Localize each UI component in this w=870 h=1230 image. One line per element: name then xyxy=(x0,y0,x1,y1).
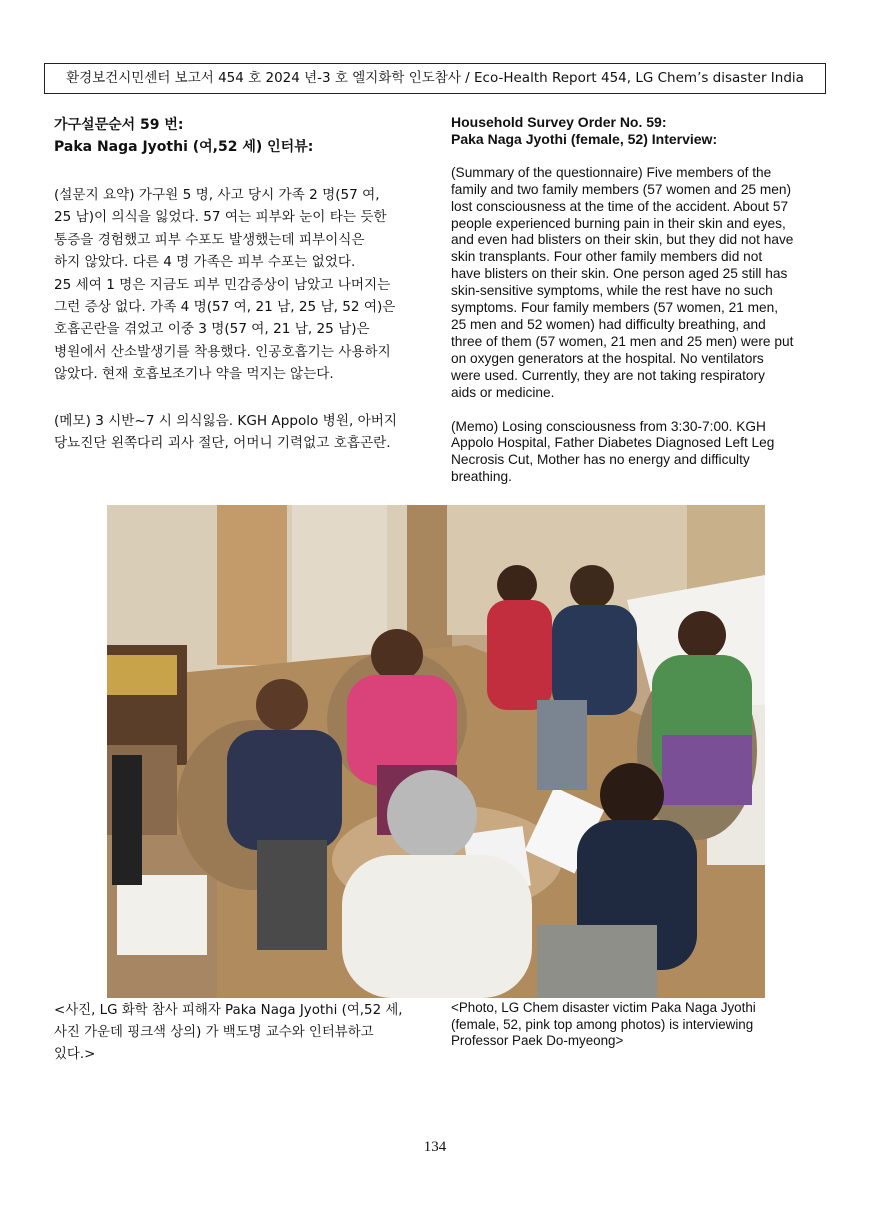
english-summary-line: skin transplants. Four other family members did not xyxy=(451,249,763,265)
korean-column xyxy=(54,114,432,454)
korean-title-line-2: Paka Naga Jyothi (여,52 세) 인터뷰: xyxy=(54,139,314,155)
english-title-line-1: Household Survey Order No. 59: xyxy=(451,114,667,130)
report-header xyxy=(44,63,826,94)
english-caption-line: Professor Paek Do-myeong> xyxy=(451,1033,624,1048)
english-summary-line: people experienced burning pain in their skin and eyes, xyxy=(451,215,786,231)
english-summary-line: have blisters on their skin. One person aged 25 still has xyxy=(451,266,788,282)
english-caption-line: (female, 52, pink top among photos) is interviewing xyxy=(451,1016,754,1032)
korean-summary-line: 병원에서 산소발생기를 착용했다. 인공호흡기는 사용하지 xyxy=(54,343,391,360)
korean-summary-line: 하지 않았다. 다른 4 명 가족은 피부 수포는 없었다. xyxy=(54,254,356,271)
english-memo-line: Appolo Hospital, Father Diabetes Diagnosed Left Leg xyxy=(451,435,775,451)
korean-memo-line: (메모) 3 시반~7 시 의식잃음. KGH Appolo 병원, 아버지 xyxy=(54,412,397,429)
english-summary-line: on oxygen generators at the hospital. No ventilators xyxy=(451,350,764,366)
english-summary-line: aids or medicine. xyxy=(451,384,555,400)
korean-photo-caption xyxy=(54,1000,434,1066)
english-memo-line: Necrosis Cut, Mother has no energy and difficulty xyxy=(451,452,750,468)
interview-photo xyxy=(107,505,765,998)
korean-caption-line: 있다.> xyxy=(54,1047,96,1062)
english-caption-line: <Photo, LG Chem disaster victim Paka Naga Jyothi xyxy=(451,1000,756,1015)
korean-caption-line: 사진 가운데 핑크색 상의) 가 백도명 교수와 인터뷰하고 xyxy=(54,1025,374,1040)
english-summary xyxy=(451,165,825,402)
english-summary-line: lost consciousness at the time of the accident. About 57 xyxy=(451,198,789,214)
english-title-line-2: Paka Naga Jyothi (female, 52) Interview: xyxy=(451,130,718,147)
english-column xyxy=(451,114,825,486)
english-memo-line: (Memo) Losing consciousness from 3:30-7:00. KGH xyxy=(451,418,766,434)
korean-summary-line: 25 세여 1 명은 지금도 피부 민감증상이 남았고 나머지는 xyxy=(54,276,391,293)
korean-summary-line: 25 남)이 의식을 잃었다. 57 여는 피부와 눈이 타는 듯한 xyxy=(54,209,387,226)
english-summary-line: three of them (57 women, 21 men and 25 men) were put xyxy=(451,333,794,349)
english-summary-line: and even had blisters on their skin, but they did not have xyxy=(451,232,794,248)
korean-summary-line: 호흡곤란을 겪었고 이중 3 명(57 여, 21 남, 25 남)은 xyxy=(54,321,370,338)
korean-title-line-1: 가구설문순서 59 번: xyxy=(54,117,184,133)
english-memo xyxy=(451,419,825,487)
report-header-text: 환경보건시민센터 보고서 454 호 2024 년-3 호 엘지화학 인도참사 / Eco-Health Report 454, LG Chem’s disaster India xyxy=(66,70,804,86)
korean-summary-line: 통증을 경험했고 피부 수포도 발생했는데 피부이식은 xyxy=(54,231,365,248)
english-summary-line: skin-sensitive symptoms, while the rest have no such xyxy=(451,283,773,299)
english-summary-line: family and two family members (57 women and 25 men) xyxy=(451,181,792,197)
korean-memo xyxy=(54,410,432,455)
page-number: 134 xyxy=(423,1139,447,1155)
korean-memo-line: 당뇨진단 왼쪽다리 괴사 절단, 어머니 기력없고 호흡곤란. xyxy=(54,435,391,452)
english-memo-line: breathing. xyxy=(451,469,512,485)
english-summary-line: (Summary of the questionnaire) Five members of the xyxy=(451,164,772,180)
english-summary-line: were used. Currently, they are not taking respiratory xyxy=(451,367,765,383)
korean-summary-line: (설문지 요약) 가구원 5 명, 사고 당시 가족 2 명(57 여, xyxy=(54,187,380,203)
english-summary-line: 25 men and 52 women) had difficulty breathing, and xyxy=(451,316,766,332)
korean-summary xyxy=(54,184,432,386)
english-summary-line: symptoms. Four family members (57 women, 21 men, xyxy=(451,300,779,316)
english-photo-caption xyxy=(451,1000,821,1050)
korean-summary-line: 않았다. 현재 호흡보조기나 약을 먹지는 않는다. xyxy=(54,366,334,383)
korean-summary-line: 그런 증상 없다. 가족 4 명(57 여, 21 남, 25 남, 52 여)은 xyxy=(54,299,396,316)
korean-caption-line: <사진, LG 화학 참사 피해자 Paka Naga Jyothi (여,52 세, xyxy=(54,1003,403,1018)
